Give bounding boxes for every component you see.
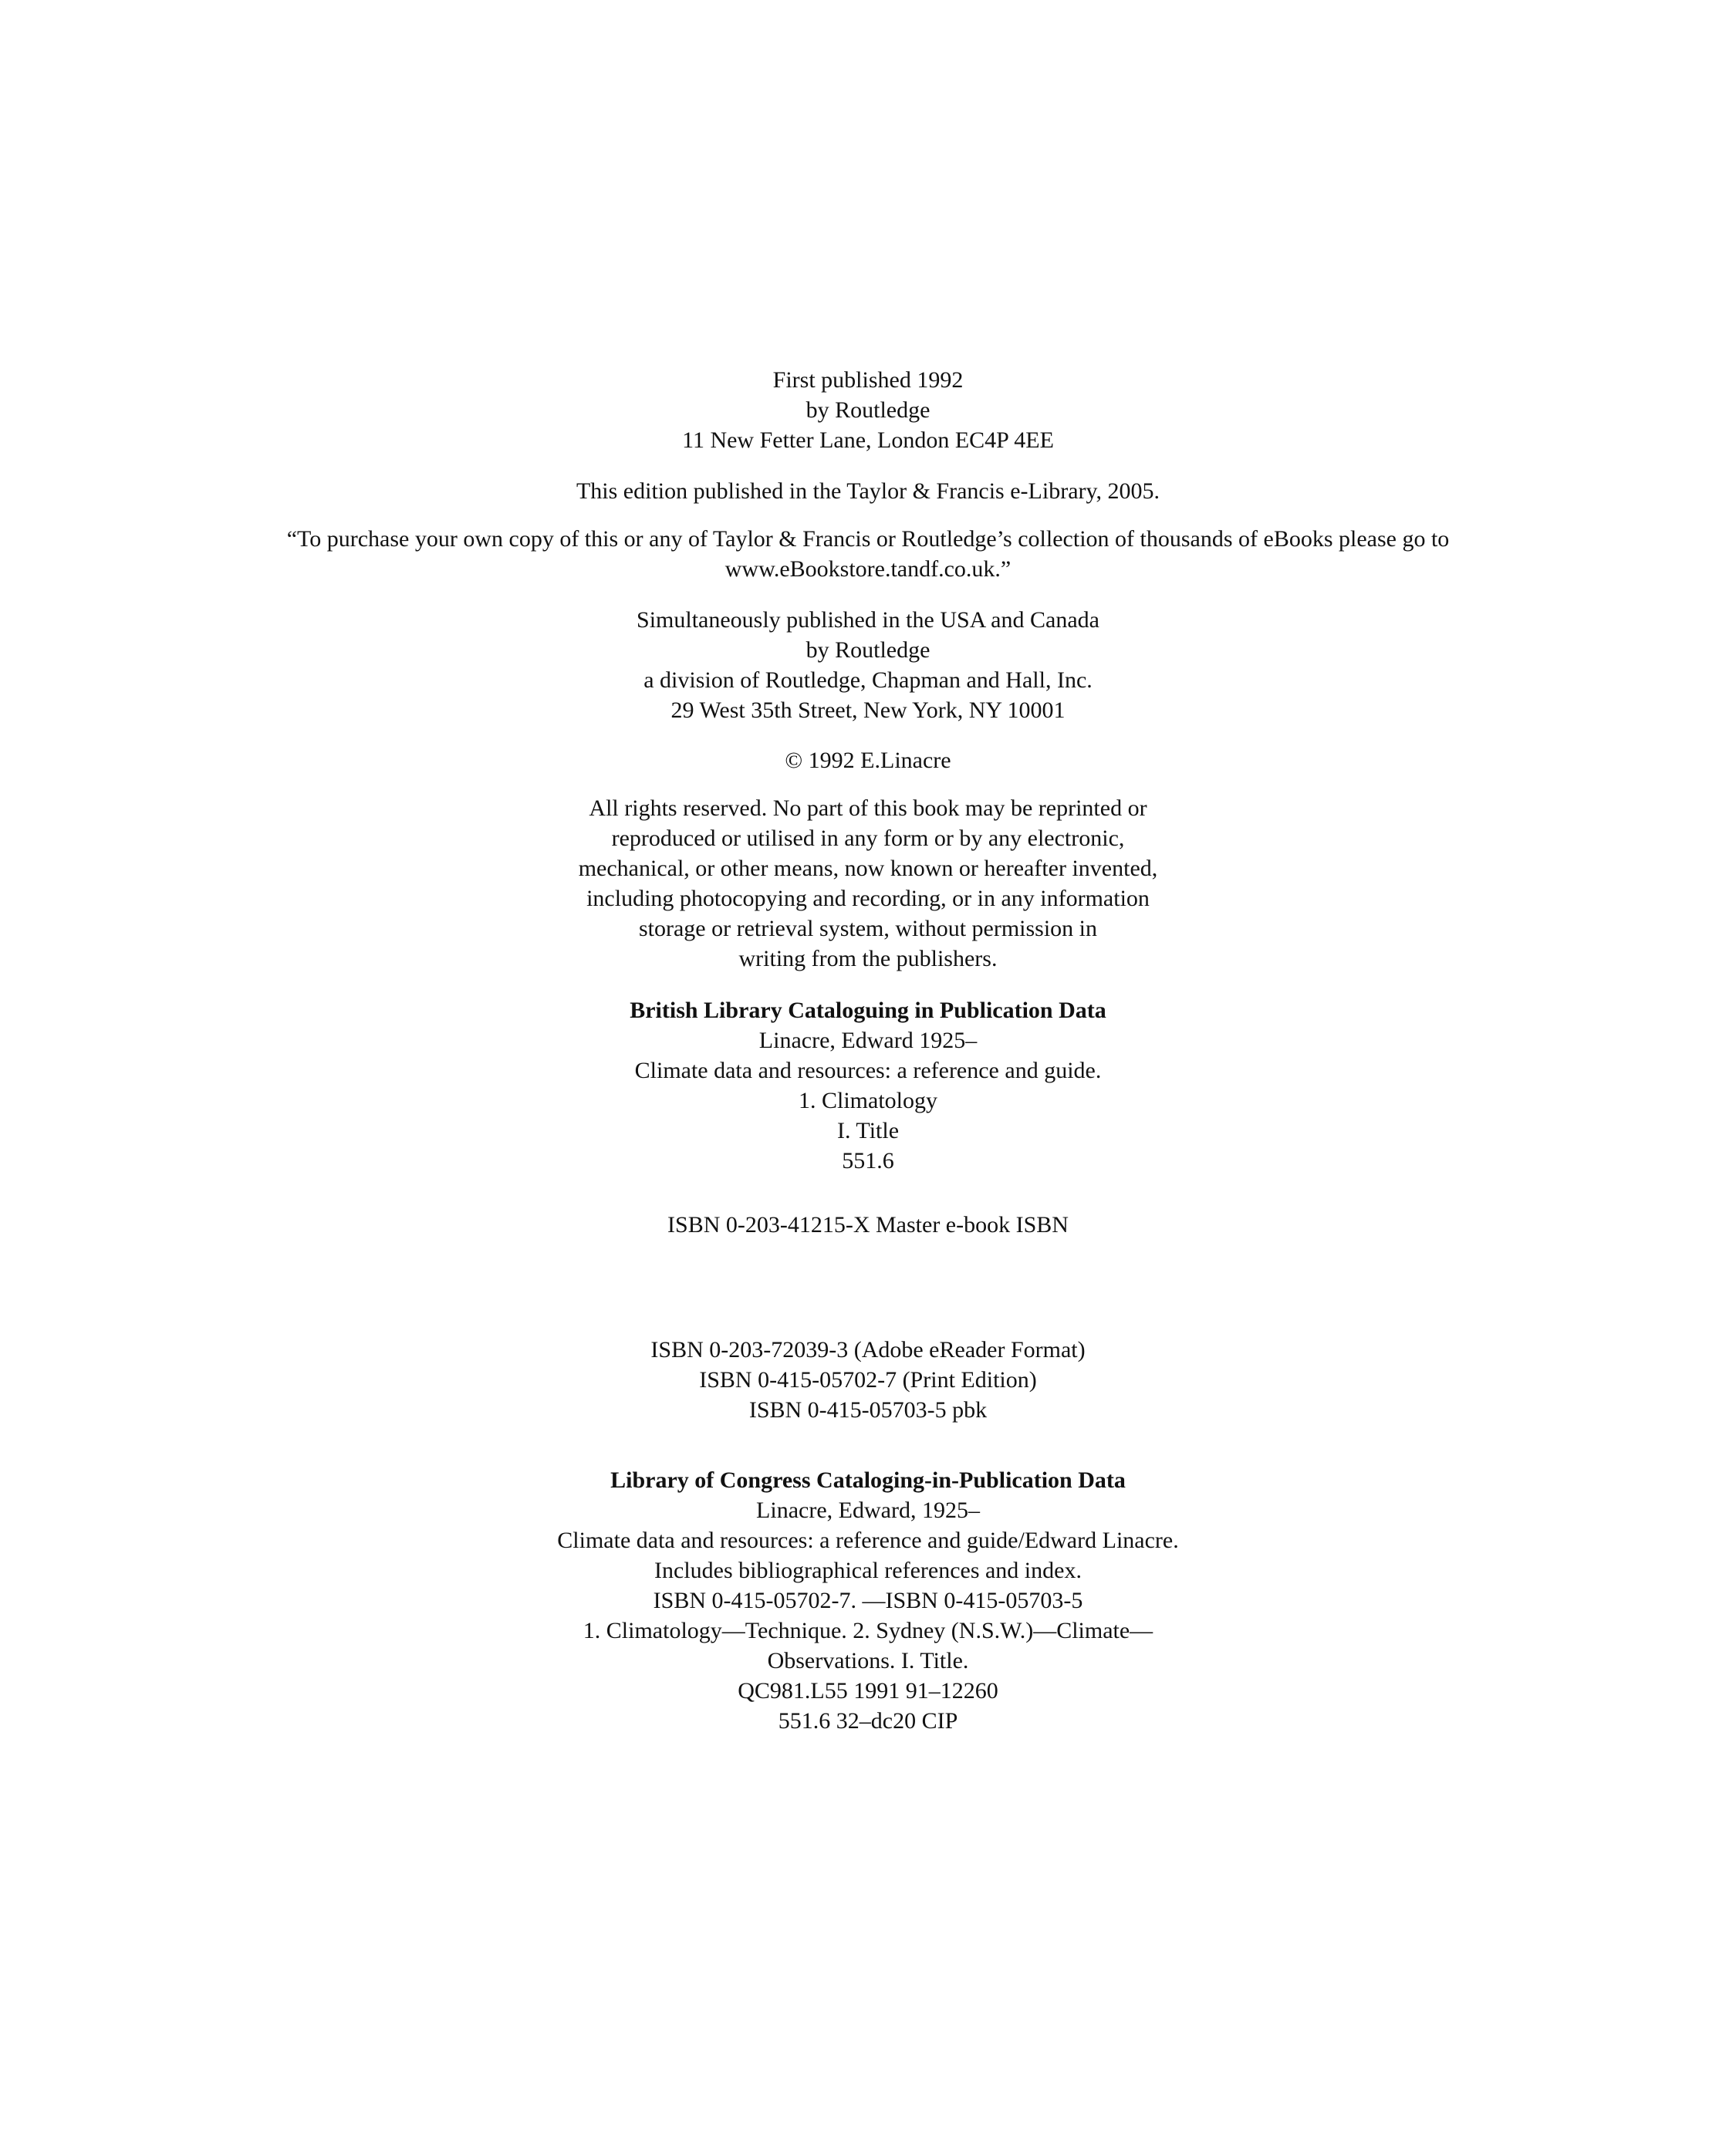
copyright-notice: [0, 745, 1736, 775]
library-of-congress-line: Observations. I. Title.: [767, 1648, 969, 1673]
usa-canada-block: [0, 605, 1736, 725]
usa-canada-line: by Routledge: [806, 637, 930, 663]
british-library-line: 1. Climatology: [799, 1088, 937, 1113]
library-of-congress-heading: Library of Congress Cataloging-in-Publication Data: [610, 1467, 1126, 1493]
first-published-block: [0, 365, 1736, 455]
rights-line: including photocopying and recording, or in any information: [586, 886, 1150, 911]
rights-line: All rights reserved. No part of this book may be reprinted or: [589, 795, 1147, 821]
edition-note-line: This edition published in the Taylor & Francis e-Library, 2005.: [576, 478, 1160, 504]
purchase-note-url: www.eBookstore.tandf.co.uk.”: [724, 556, 1012, 582]
first-published-line: First published 1992: [772, 367, 964, 393]
purchase-note: [0, 524, 1736, 584]
rights-line: writing from the publishers.: [738, 946, 998, 971]
usa-canada-line: 29 West 35th Street, New York, NY 10001: [670, 697, 1066, 723]
british-library-block: [0, 995, 1736, 1176]
master-isbn: [0, 1210, 1736, 1240]
usa-canada-line: Simultaneously published in the USA and Canada: [637, 607, 1099, 633]
master-isbn-line: ISBN 0-203-41215-X Master e-book ISBN: [667, 1212, 1069, 1238]
library-of-congress-line: Includes bibliographical references and index.: [654, 1558, 1082, 1583]
library-of-congress-line: ISBN 0-415-05702-7. —ISBN 0-415-05703-5: [653, 1588, 1083, 1613]
isbn-line: ISBN 0-415-05703-5 pbk: [748, 1397, 988, 1423]
library-of-congress-line: QC981.L55 1991 91–12260: [738, 1678, 998, 1704]
british-library-line: 551.6: [842, 1148, 894, 1173]
other-isbns-block: [0, 1335, 1736, 1425]
library-of-congress-block: [0, 1465, 1736, 1736]
rights-line: mechanical, or other means, now known or hereafter invented,: [578, 856, 1158, 881]
british-library-line: Climate data and resources: a reference and guide.: [634, 1058, 1102, 1083]
copyright-line: © 1992 E.Linacre: [785, 748, 951, 773]
library-of-congress-line: Linacre, Edward, 1925–: [756, 1498, 980, 1523]
library-of-congress-line: 551.6 32–dc20 CIP: [778, 1708, 958, 1734]
isbn-line: ISBN 0-203-72039-3 (Adobe eReader Format): [650, 1337, 1086, 1363]
purchase-note-line: “To purchase your own copy of this or any of Taylor & Francis or Routledge’s collection of thousands of eBooks please go to: [286, 526, 1450, 552]
publisher-address-line: 11 New Fetter Lane, London EC4P 4EE: [682, 427, 1054, 453]
library-of-congress-line: 1. Climatology—Technique. 2. Sydney (N.S.W.)—Climate—: [583, 1618, 1153, 1643]
publisher-line: by Routledge: [806, 397, 930, 423]
rights-block: [0, 793, 1736, 974]
rights-line: reproduced or utilised in any form or by any electronic,: [611, 826, 1125, 851]
british-library-heading: British Library Cataloguing in Publication Data: [630, 998, 1106, 1023]
british-library-line: I. Title: [836, 1118, 900, 1143]
usa-canada-line: a division of Routledge, Chapman and Hall, Inc.: [643, 667, 1093, 693]
rights-line: storage or retrieval system, without permission in: [638, 916, 1098, 941]
edition-note: [0, 476, 1736, 506]
british-library-line: Linacre, Edward 1925–: [758, 1028, 978, 1053]
library-of-congress-line: Climate data and resources: a reference and guide/Edward Linacre.: [557, 1528, 1179, 1553]
isbn-line: ISBN 0-415-05702-7 (Print Edition): [699, 1367, 1037, 1393]
